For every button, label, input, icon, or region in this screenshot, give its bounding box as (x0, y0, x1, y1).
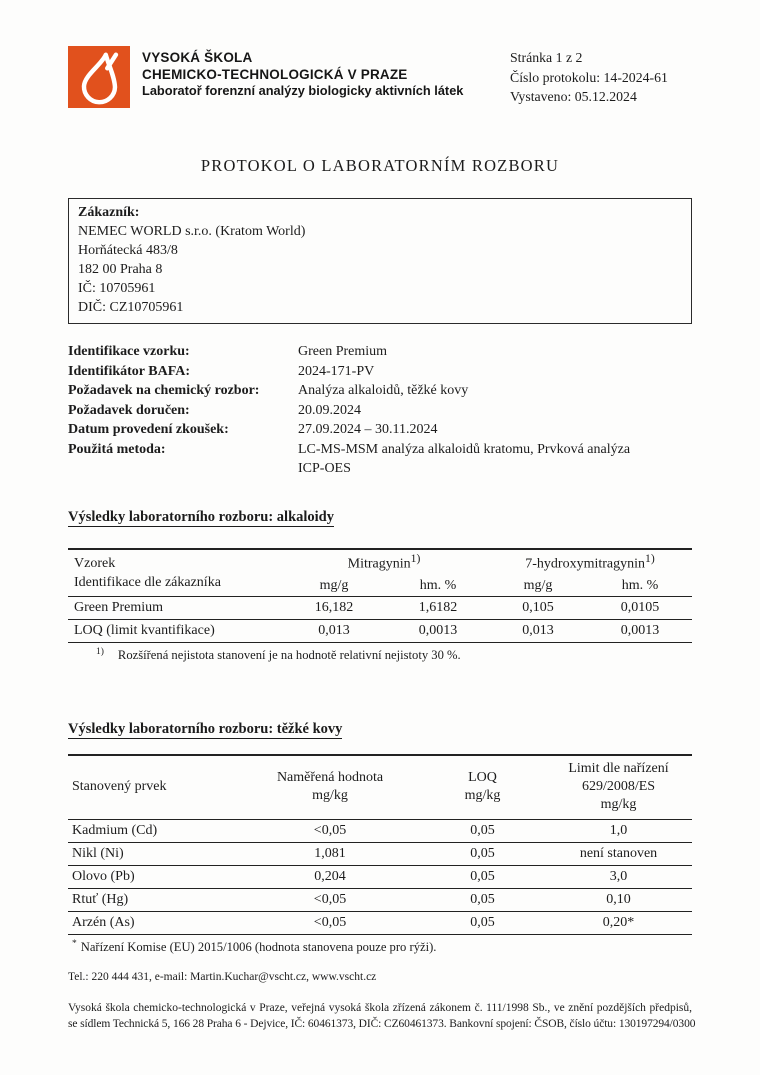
footnote-ref: 1) (645, 551, 655, 565)
value-cell: 0,105 (522, 600, 554, 615)
alkaloids-col-header-sample: Vzorek Identifikace dle zákazníka (74, 555, 221, 590)
limit-cell: 0,20* (602, 915, 635, 931)
loq-cell: 0,05 (470, 869, 495, 885)
customer-city: 182 00 Praha 8 (78, 262, 163, 277)
customer-street: Horňátecká 483/8 (78, 243, 178, 258)
table-row-cadmium (68, 820, 692, 843)
limit-cell: 1,0 (609, 823, 628, 839)
footer-contact: Tel.: 220 444 431, e-mail: Martin.Kuchar@vscht.cz, www.vscht.cz (68, 971, 377, 983)
method-line1: LC-MS-MSM analýza alkaloidů kratomu, Prvková analýza (298, 441, 631, 457)
school-identity (68, 46, 463, 108)
measured-cell: 1,081 (314, 846, 346, 862)
alkaloids-table (68, 548, 692, 644)
measured-cell: <0,05 (313, 823, 347, 839)
info-row-test-dates (68, 420, 692, 440)
customer-name: NEMEC WORLD s.r.o. (Kratom World) (78, 224, 306, 239)
value-cell: 0,0013 (418, 623, 458, 638)
customer-label: Zákazník: (78, 205, 140, 220)
metals-col-header-measured: Naměřená hodnota mg/kg (276, 770, 384, 804)
value-cell: 0,0013 (620, 623, 660, 638)
flask-drop-icon (68, 46, 130, 108)
metals-col-header-limit: Limit dle nařízení 629/2008/ES mg/kg (568, 761, 669, 813)
value-cell: 0,013 (522, 623, 554, 638)
loq-cell: 0,05 (470, 823, 495, 839)
footnote-marker: * (72, 939, 77, 950)
method-line2: ICP-OES (298, 461, 351, 476)
info-row-request-received (68, 401, 692, 421)
page-number: Stránka 1 z 2 (510, 50, 583, 65)
vscht-logo-icon (68, 46, 130, 108)
heavy-metals-footnote: * Nařízení Komise (EU) 2015/1006 (hodnota stanovena pouze pro rýži). (72, 939, 437, 955)
unit-header: hm. % (419, 578, 457, 593)
footer-legal-line2: se sídlem Technická 5, 166 28 Praha 6 - Dejvice, IČ: 60461373, DIČ: CZ60461373. Bankovní spojení: ČSOB, číslo účtu: 130197294/0300 (68, 1017, 696, 1030)
info-row-analysis-request (68, 381, 692, 401)
info-label: Datum provedení zkoušek: (68, 422, 229, 437)
limit-cell: není stanoven (579, 846, 658, 862)
sample-info (68, 342, 692, 479)
footer-legal-line1: Vysoká škola chemicko-technologická v Praze, veřejná vysoká škola zřízená zákonem č. 111/1998 Sb., ve znění pozdějších předpisů, (68, 1002, 692, 1014)
limit-cell: 3,0 (609, 869, 628, 885)
value-cell: 0,0105 (620, 600, 660, 615)
issue-date: Vystaveno: 05.12.2024 (510, 89, 637, 104)
value-cell: 0,013 (318, 623, 350, 638)
info-label: Použitá metoda: (68, 441, 166, 457)
info-value: Analýza alkaloidů, těžké kovy (298, 383, 469, 398)
table-row-lead (68, 866, 692, 889)
alkaloids-section-heading: Výsledky laboratorního rozboru: alkaloidy (68, 508, 334, 525)
info-label: Identifikace vzorku: (68, 344, 190, 359)
loq-cell: 0,05 (470, 915, 495, 931)
info-row-sample-id (68, 342, 692, 362)
table-row-green-premium (68, 597, 692, 620)
heavy-metals-section-heading: Výsledky laboratorního rozboru: těžké kovy (68, 721, 343, 738)
sample-name-cell: Green Premium (74, 600, 164, 615)
alkaloids-footnote: $^{1)}$ Rozšířená nejistota stanovení je na hodnotě relativní nejistoty 30 %. (96, 647, 461, 663)
sample-name-cell: LOQ (limit kvantifikace) (74, 623, 215, 638)
measured-cell: <0,05 (313, 892, 347, 908)
loq-cell: 0,05 (470, 892, 495, 908)
school-name-block (142, 46, 463, 99)
footnote-ref: 1) (410, 551, 421, 565)
heavy-metals-table (68, 754, 692, 935)
customer-ic: IČ: 10705961 (78, 281, 156, 296)
footer-legal (68, 1001, 696, 1032)
element-cell: Nikl (Ni) (72, 846, 124, 862)
info-value (298, 440, 692, 479)
unit-header: hm. % (621, 578, 659, 593)
protocol-number: Číslo protokolu: 14-2024-61 (510, 69, 668, 85)
measured-cell: 0,204 (314, 869, 346, 885)
table-row-nickel (68, 843, 692, 866)
info-row-method (68, 440, 692, 479)
unit-header: mg/g (523, 578, 553, 593)
lab-name: Laboratoř forenzní analýzy biologicky aktivních látek (142, 83, 464, 98)
info-value: 20.09.2024 (298, 402, 361, 418)
footnote-marker: 1) (96, 647, 104, 657)
customer-box (68, 198, 692, 324)
value-cell: 16,182 (314, 600, 354, 615)
metals-col-header-element: Stanovený prvek (72, 779, 167, 795)
metals-col-header-loq: LOQ mg/kg (464, 770, 501, 804)
school-name-line2: CHEMICKO-TECHNOLOGICKÁ V PRAZE (142, 66, 408, 82)
school-name-line1: VYSOKÁ ŠKOLA (142, 50, 253, 65)
table-row-mercury (68, 889, 692, 912)
element-cell: Rtuť (Hg) (72, 892, 129, 908)
element-cell: Olovo (Pb) (72, 869, 135, 885)
hydroxymitragynine-group-header: 7-hydroxymitragynin$^{1)}$ (525, 551, 655, 572)
info-label: Požadavek doručen: (68, 402, 190, 418)
element-cell: Arzén (As) (72, 915, 135, 931)
element-cell: Kadmium (Cd) (72, 823, 158, 839)
table-row-loq (68, 620, 692, 643)
mitragynine-group-header: Mitragynin$^{1)}$ (347, 551, 421, 572)
limit-cell: 0,10 (606, 892, 631, 908)
value-cell: 1,6182 (418, 600, 458, 615)
info-value: Green Premium (298, 344, 388, 359)
measured-cell: <0,05 (313, 915, 347, 931)
unit-header: mg/g (319, 578, 349, 593)
info-label: Požadavek na chemický rozbor: (68, 383, 260, 398)
info-label: Identifikátor BAFA: (68, 363, 190, 379)
protocol-meta (510, 46, 692, 108)
customer-dic: DIČ: CZ10705961 (78, 300, 184, 315)
info-value: 2024-171-PV (298, 363, 375, 379)
info-value: 27.09.2024 – 30.11.2024 (298, 422, 438, 437)
page-header (68, 0, 692, 108)
loq-cell: 0,05 (470, 846, 495, 862)
document-title: PROTOKOL O LABORATORNÍM ROZBORU (200, 156, 560, 175)
info-row-bafa-id (68, 362, 692, 382)
table-row-arsenic (68, 912, 692, 935)
